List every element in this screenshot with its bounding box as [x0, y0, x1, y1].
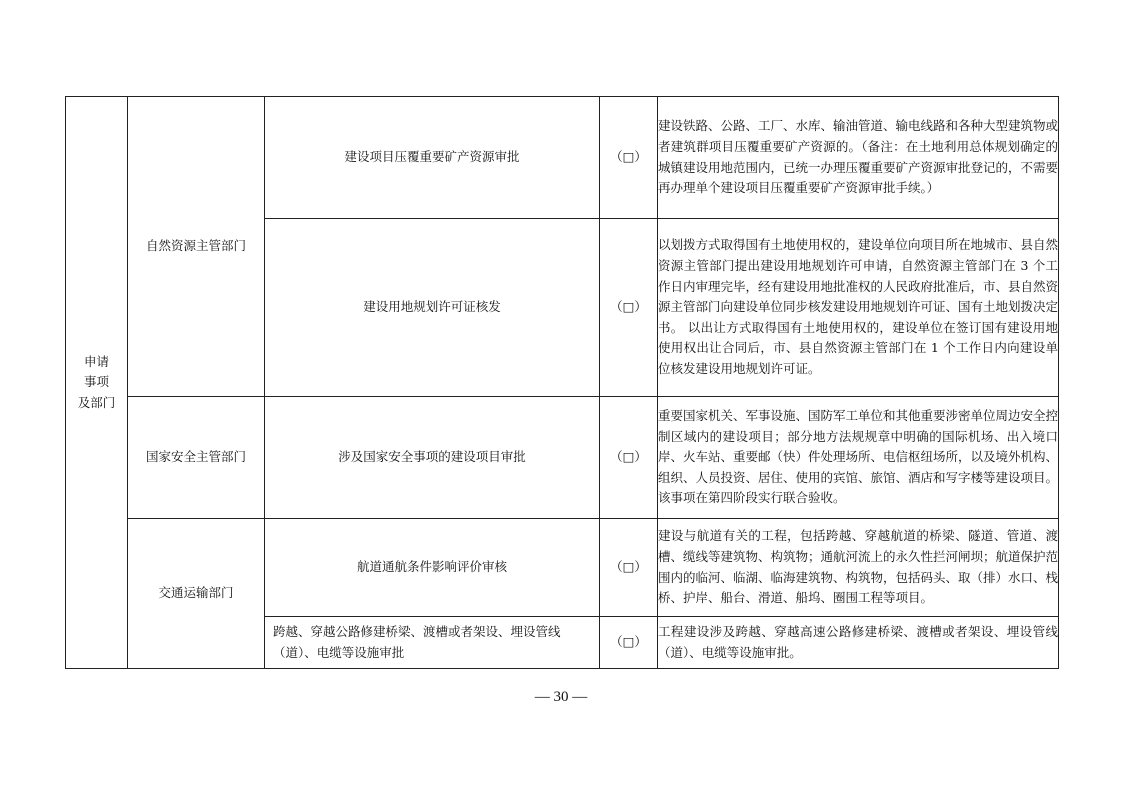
department-transport: 交通运输部门 — [128, 519, 265, 669]
table-row — [66, 397, 1059, 519]
category-line: 申请 — [83, 353, 109, 369]
item-name: 涉及国家安全事项的建设项目审批 — [265, 397, 600, 519]
item-name: 建设用地规划许可证核发 — [265, 219, 600, 397]
checkbox-mark: （□） — [600, 97, 658, 219]
category-line: 事项 — [83, 374, 109, 390]
item-name: 建设项目压覆重要矿产资源审批 — [265, 97, 600, 219]
checkbox-mark: （□） — [600, 219, 658, 397]
item-description: 重要国家机关、军事设施、国防军工单位和其他重要涉密单位周边安全控制区域内的建设项目；部分地方法规规章中明确的国际机场、出入境口岸、火车站、重要邮（快）件处理场所、电信枢纽场所，以及境外机构、组织、人员投资、居住、使用的宾馆、旅馆、酒店和写字楼等建设项目。该事项在第四阶段实行联合验收。 — [658, 397, 1059, 519]
category-cell — [66, 97, 128, 669]
table-row — [66, 97, 1059, 219]
checkbox-mark: （□） — [600, 397, 658, 519]
item-description: 工程建设涉及跨越、穿越高速公路修建桥梁、渡槽或者架设、埋设管线（道）、电缆等设施审批。 — [658, 617, 1059, 669]
category-line: 及部门 — [77, 394, 116, 410]
table-row — [66, 519, 1059, 617]
approval-items-table — [65, 96, 1059, 669]
department-national-security: 国家安全主管部门 — [128, 397, 265, 519]
checkbox-mark: （□） — [600, 519, 658, 617]
checkbox-mark: （□） — [600, 617, 658, 669]
item-name: 跨越、穿越公路修建桥梁、渡槽或者架设、埋设管线（道）、电缆等设施审批 — [265, 617, 600, 669]
item-description: 建设铁路、公路、工厂、水库、输油管道、输电线路和各种大型建筑物或者建筑群项目压覆重要矿产资源的。（备注：在土地利用总体规划确定的城镇建设用地范围内，已统一办理压覆重要矿产资源审批登记的，不需要再办理单个建设项目压覆重要矿产资源审批手续。） — [658, 97, 1059, 219]
item-name: 航道通航条件影响评价审核 — [265, 519, 600, 617]
page-number: — 30 — — [534, 689, 588, 705]
item-description: 以划拨方式取得国有土地使用权的，建设单位向项目所在地城市、县自然资源主管部门提出建设用地规划许可申请，自然资源主管部门在 3 个工作日内审理完毕，经有建设用地批准权的人民政府批准后，市、县自然资源主管部门向建设单位同步核发建设用地规划许可证、国有土地划拨决定书。 以出让方式取得国有土地使用权的，建设单位在签订国有建设用地使用权出让合同后，市、县自然资源主管部门在 1 个工作日内向建设单位核发建设用地规划许可证。 — [658, 219, 1059, 397]
item-description: 建设与航道有关的工程，包括跨越、穿越航道的桥梁、隧道、管道、渡槽、缆线等建筑物、构筑物；通航河流上的永久性拦河闸坝；航道保护范围内的临河、临湖、临海建筑物、构筑物，包括码头、取（排）水口、栈桥、护岸、船台、滑道、船坞、圈围工程等项目。 — [658, 519, 1059, 617]
department-natural-resources: 自然资源主管部门 — [128, 97, 265, 397]
